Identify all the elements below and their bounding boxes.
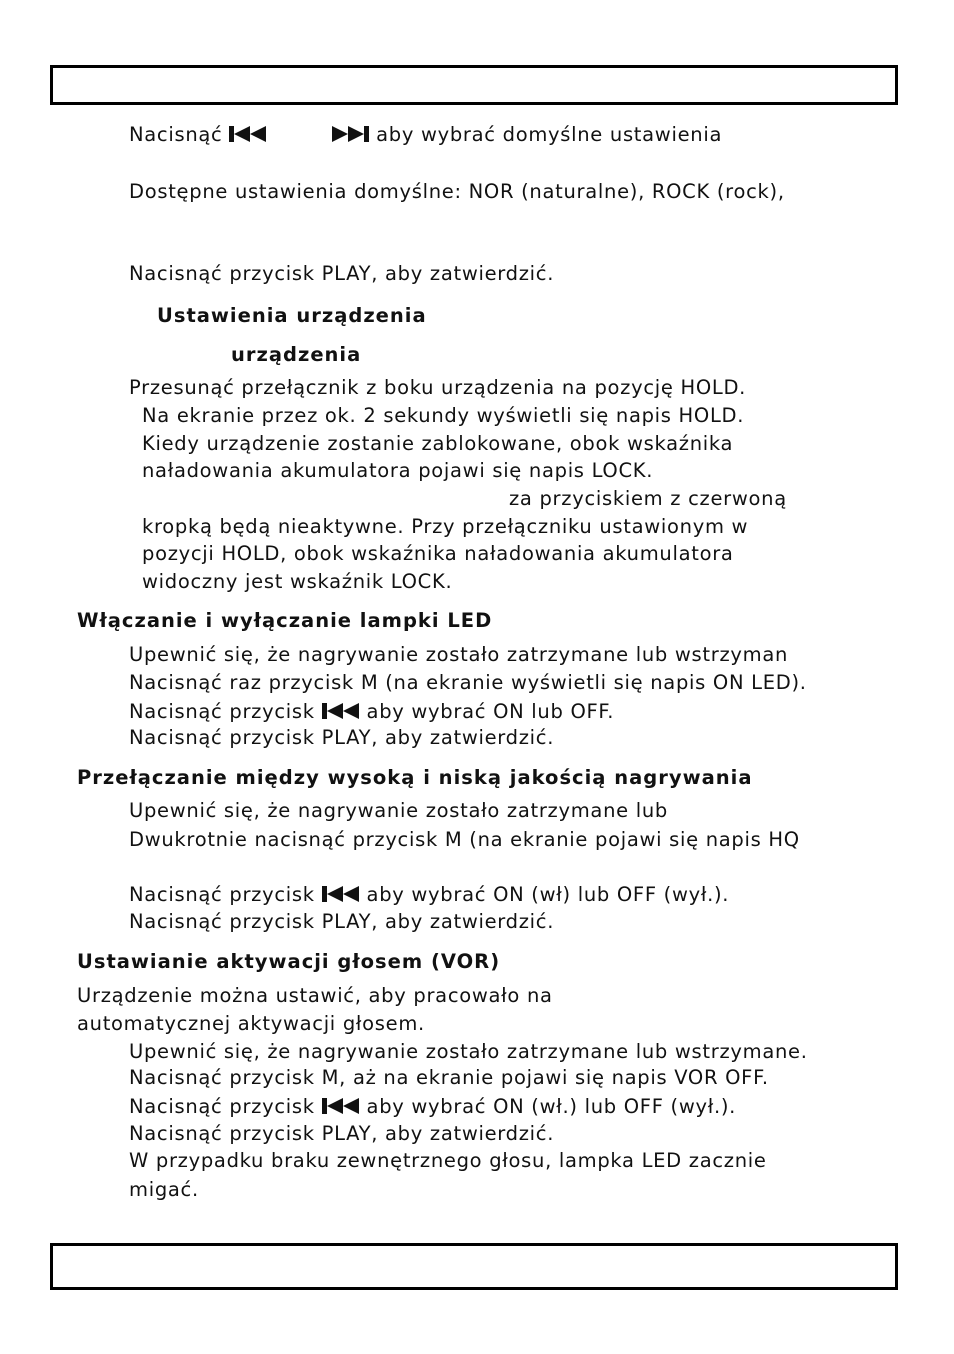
- quality-title: Przełączanie między wysoką i niską jakością nagrywania: [77, 766, 753, 789]
- vor-intro-1: Urządzenie można ustawić, aby pracowało na: [77, 984, 553, 1007]
- device-line-3: Kiedy urządzenie zostanie zablokowane, obok wskaźnika: [142, 432, 734, 455]
- vor-line-4: Nacisnąć przycisk PLAY, aby zatwierdzić.: [129, 1122, 555, 1145]
- vor-title: Ustawianie aktywacji głosem (VOR): [77, 950, 501, 973]
- vor-line-5: W przypadku braku zewnętrznego głosu, lampka LED zacznie: [129, 1149, 767, 1172]
- quality-line-3: Nacisnąć przycisk aby wybrać ON (wł) lub OFF (wył.).: [129, 883, 730, 906]
- quality-line-4: Nacisnąć przycisk PLAY, aby zatwierdzić.: [129, 910, 555, 933]
- skip-back-icon: [322, 701, 360, 721]
- quality-line-1: Upewnić się, że nagrywanie zostało zatrzymane lub: [129, 799, 668, 822]
- device-line-1: Przesunąć przełącznik z boku urządzenia na pozycję HOLD.: [129, 376, 747, 399]
- skip-back-icon: [322, 884, 360, 904]
- eq-line-2: Dostępne ustawienia domyślne: NOR (naturalne), ROCK (rock),: [129, 180, 785, 203]
- vor-line-3: Nacisnąć przycisk aby wybrać ON (wł.) lub OFF (wył.).: [129, 1095, 737, 1118]
- led-line-3: Nacisnąć przycisk aby wybrać ON lub OFF.: [129, 700, 615, 723]
- skip-back-icon: [322, 1096, 360, 1116]
- skip-back-icon: [229, 124, 267, 144]
- skip-forward-icon: [331, 124, 369, 144]
- led-title: Włączanie i wyłączanie lampki LED: [77, 609, 493, 632]
- device-line-2: Na ekranie przez ok. 2 sekundy wyświetli się napis HOLD.: [142, 404, 745, 427]
- vor-line-2: Nacisnąć przycisk M, aż na ekranie pojawi się napis VOR OFF.: [129, 1066, 769, 1089]
- device-line-7: pozycji HOLD, obok wskaźnika naładowania akumulatora: [142, 542, 734, 565]
- vor-line-1: Upewnić się, że nagrywanie zostało zatrzymane lub wstrzymane.: [129, 1040, 808, 1063]
- vor-intro-2: automatycznej aktywacji głosem.: [77, 1012, 425, 1035]
- device-settings-title: Ustawienia urządzenia: [157, 304, 427, 327]
- led-line-4: Nacisnąć przycisk PLAY, aby zatwierdzić.: [129, 726, 555, 749]
- device-line-4: naładowania akumulatora pojawi się napis LOCK.: [142, 459, 654, 482]
- footer-box: [50, 1243, 898, 1290]
- device-line-8: widoczny jest wskaźnik LOCK.: [142, 570, 453, 593]
- quality-line-2: Dwukrotnie nacisnąć przycisk M (na ekranie pojawi się napis HQ: [129, 828, 800, 851]
- device-line-6: kropką będą nieaktywne. Przy przełączniku ustawionym w: [142, 515, 749, 538]
- eq-line-3: Nacisnąć przycisk PLAY, aby zatwierdzić.: [129, 262, 555, 285]
- eq-line-1: Nacisnąć aby wybrać domyślne ustawienia: [129, 123, 723, 146]
- led-line-1: Upewnić się, że nagrywanie zostało zatrzymane lub wstrzyman: [129, 643, 789, 666]
- header-box: [50, 65, 898, 105]
- device-line-5: za przyciskiem z czerwoną: [509, 487, 787, 510]
- vor-line-6: migać.: [129, 1178, 199, 1201]
- device-settings-subtitle: urządzenia: [231, 343, 362, 366]
- led-line-2: Nacisnąć raz przycisk M (na ekranie wyświetli się napis ON LED).: [129, 671, 807, 694]
